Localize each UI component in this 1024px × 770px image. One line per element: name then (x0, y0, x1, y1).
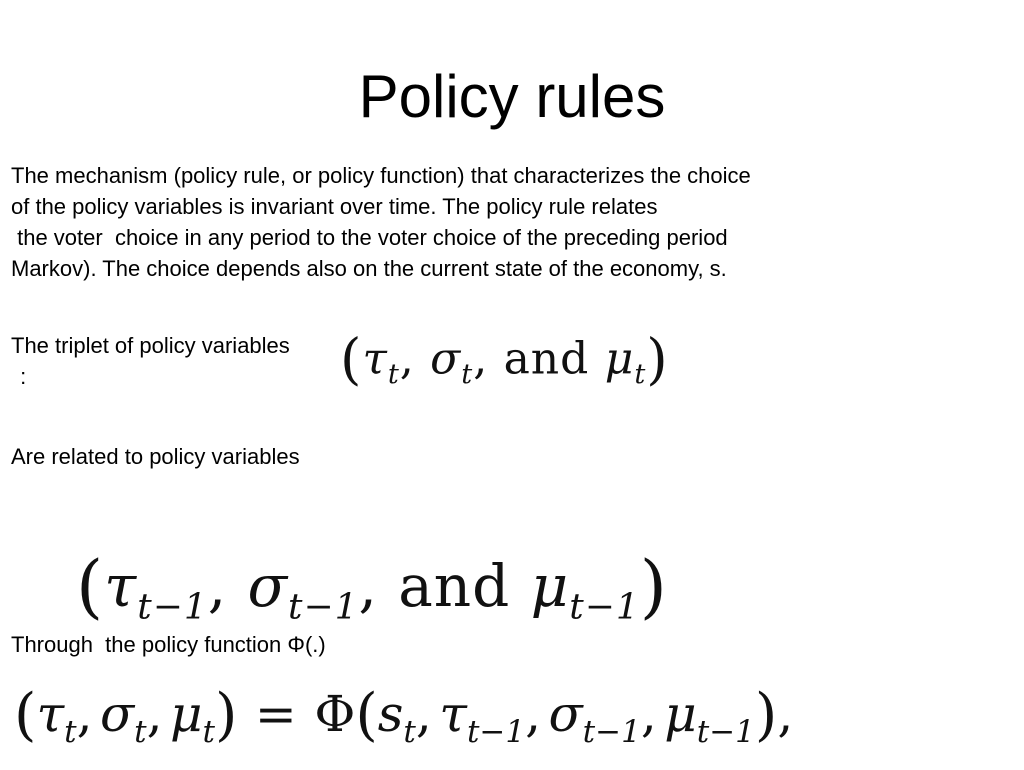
sigma-symbol: σ (430, 333, 462, 385)
sigma-subscript: t−1 (582, 713, 641, 750)
state-symbol: s (377, 685, 404, 743)
tau-symbol: τ (362, 333, 388, 385)
mu-subscript: t (202, 713, 215, 750)
comma: , (415, 685, 432, 743)
equals-sign: = (254, 685, 297, 743)
tau-symbol: τ (36, 685, 65, 743)
paragraph-line: Markov). The choice depends also on the current state of the economy, s. (11, 256, 727, 281)
triplet-colon: : (14, 364, 27, 389)
open-paren: ( (340, 327, 363, 391)
mu-subscript: t (634, 359, 647, 391)
paragraph-line: of the policy variables is invariant over time. The policy rule relates (11, 194, 658, 219)
open-paren: ( (14, 680, 37, 748)
sigma-symbol: σ (99, 685, 135, 743)
state-subscript: t (403, 713, 416, 750)
paragraph-line: The mechanism (policy rule, or policy function) that characterizes the choice (11, 163, 751, 188)
mu-symbol: μ (170, 685, 203, 743)
comma: , (358, 552, 378, 620)
mu-subscript: t−1 (696, 713, 755, 750)
intro-paragraph (11, 160, 751, 284)
mu-subscript: t−1 (569, 586, 640, 628)
sigma-subscript: t−1 (288, 586, 359, 628)
current-triplet-equation (340, 322, 669, 412)
and-word: and (503, 333, 590, 385)
policy-function-equation (14, 676, 793, 770)
open-paren: ( (76, 546, 105, 628)
comma: , (640, 685, 657, 743)
mu-symbol: μ (530, 552, 570, 620)
through-label: Through the policy function Φ(.) (11, 632, 326, 657)
triplet-label: The triplet of policy variables (11, 333, 290, 358)
tau-symbol: τ (104, 552, 138, 620)
close-paren: ) (646, 327, 669, 391)
tau-symbol: τ (439, 685, 467, 743)
sigma-subscript: t (461, 359, 474, 391)
comma: , (207, 552, 228, 620)
sigma-subscript: t (134, 713, 147, 750)
sigma-symbol: σ (247, 552, 289, 620)
trailing-comma: , (777, 685, 794, 743)
slide-title: Policy rules (358, 63, 666, 130)
tau-subscript: t−1 (137, 586, 208, 628)
comma: , (525, 685, 542, 743)
open-paren: ( (355, 680, 378, 748)
comma: , (399, 333, 415, 385)
phi-symbol: Φ (314, 685, 356, 743)
close-paren: ) (214, 680, 238, 748)
mu-symbol: μ (664, 685, 697, 743)
close-paren: ) (639, 546, 668, 628)
related-label: Are related to policy variables (11, 444, 300, 469)
comma: , (76, 685, 93, 743)
comma: , (146, 685, 163, 743)
mu-symbol: μ (604, 333, 635, 385)
comma: , (473, 333, 489, 385)
and-word: and (398, 552, 511, 620)
tau-subscript: t−1 (466, 713, 526, 750)
paragraph-line: the voter choice in any period to the voter choice of the preceding period (11, 225, 728, 250)
tau-subscript: t (387, 359, 400, 391)
close-paren: ) (754, 680, 778, 748)
tau-subscript: t (64, 713, 77, 750)
sigma-symbol: σ (548, 685, 583, 743)
